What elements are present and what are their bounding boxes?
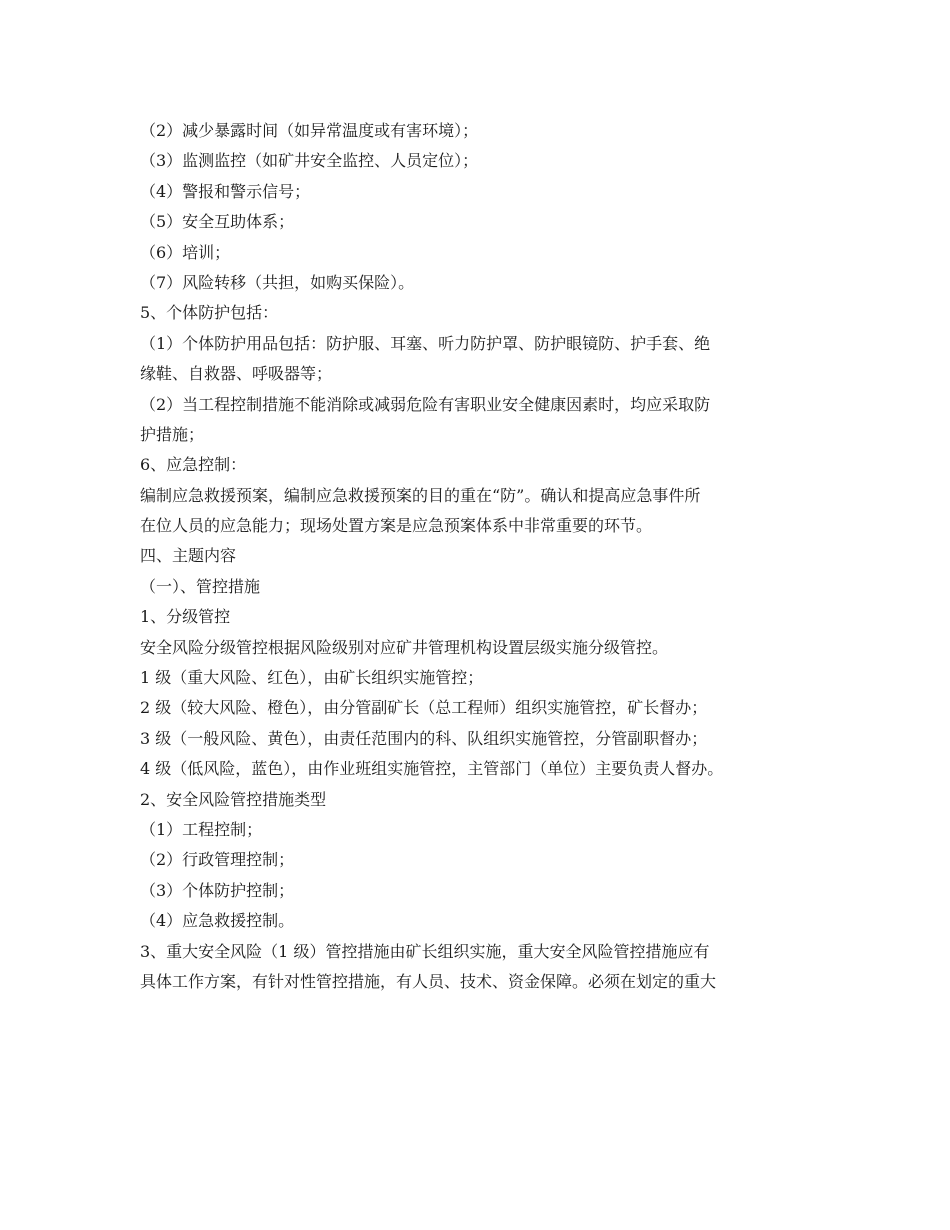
list-item: （6）培训； <box>140 242 231 262</box>
paragraph-line: 护措施； <box>140 424 205 444</box>
list-item: （7）风险转移（共担，如购买保险）。 <box>140 272 415 292</box>
paragraph-line: （1）个体防护用品包括：防护服、耳塞、听力防护罩、防护眼镜防、护手套、绝 <box>140 333 711 353</box>
section-heading: 6、应急控制： <box>140 455 247 475</box>
paragraph-line: 具体工作方案，有针对性管控措施，有人员、技术、资金保障。必须在划定的重大 <box>140 971 717 991</box>
document-body <box>140 116 820 997</box>
list-item: 3 级（一般风险、黄色），由责任范围内的科、队组织实施管控，分管副职督办； <box>140 728 708 748</box>
list-item: 2 级（较大风险、橙色），由分管副矿长（总工程师）组织实施管控，矿长督办； <box>140 698 708 718</box>
paragraph-line: 安全风险分级管控根据风险级别对应矿井管理机构设置层级实施分级管控。 <box>140 637 669 657</box>
list-item: （2）减少暴露时间（如异常温度或有害环境）； <box>140 121 479 140</box>
paragraph-line: 在位人员的应急能力；现场处置方案是应急预案体系中非常重要的环节。 <box>140 516 653 536</box>
list-item: 4 级（低风险，蓝色），由作业班组实施管控，主管部门（单位）主要负责人督办。 <box>140 759 724 779</box>
paragraph-line: （2）当工程控制措施不能消除或减弱危险有害职业安全健康因素时，均应采取防 <box>140 394 711 414</box>
list-item: （5）安全互助体系； <box>140 212 295 232</box>
paragraph-line: 编制应急救援预案，编制应急救援预案的目的重在“防”。确认和提高应急事件所 <box>140 485 701 505</box>
chapter-heading: 四、主题内容 <box>140 546 237 566</box>
list-item: （3）个体防护控制； <box>140 880 295 900</box>
section-heading: 1、分级管控 <box>140 607 231 627</box>
list-item: （3）监测监控（如矿井安全监控、人员定位）； <box>140 151 479 171</box>
section-heading: 2、安全风险管控措施类型 <box>140 789 327 809</box>
subsection-heading: （一）、管控措施 <box>140 576 261 596</box>
list-item: （4）警报和警示信号； <box>140 181 311 201</box>
list-item: （2）行政管理控制； <box>140 850 295 870</box>
section-heading: 5、个体防护包括： <box>140 303 279 323</box>
paragraph-line: 3、重大安全风险（1 级）管控措施由矿长组织实施，重大安全风险管控措施应有 <box>140 941 710 961</box>
list-item: （1）工程控制； <box>140 819 263 839</box>
paragraph-line: 缘鞋、自救器、呼吸器等； <box>140 364 333 384</box>
list-item: （4）应急救援控制。 <box>140 911 295 931</box>
list-item: 1 级（重大风险、红色），由矿长组织实施管控； <box>140 668 484 688</box>
